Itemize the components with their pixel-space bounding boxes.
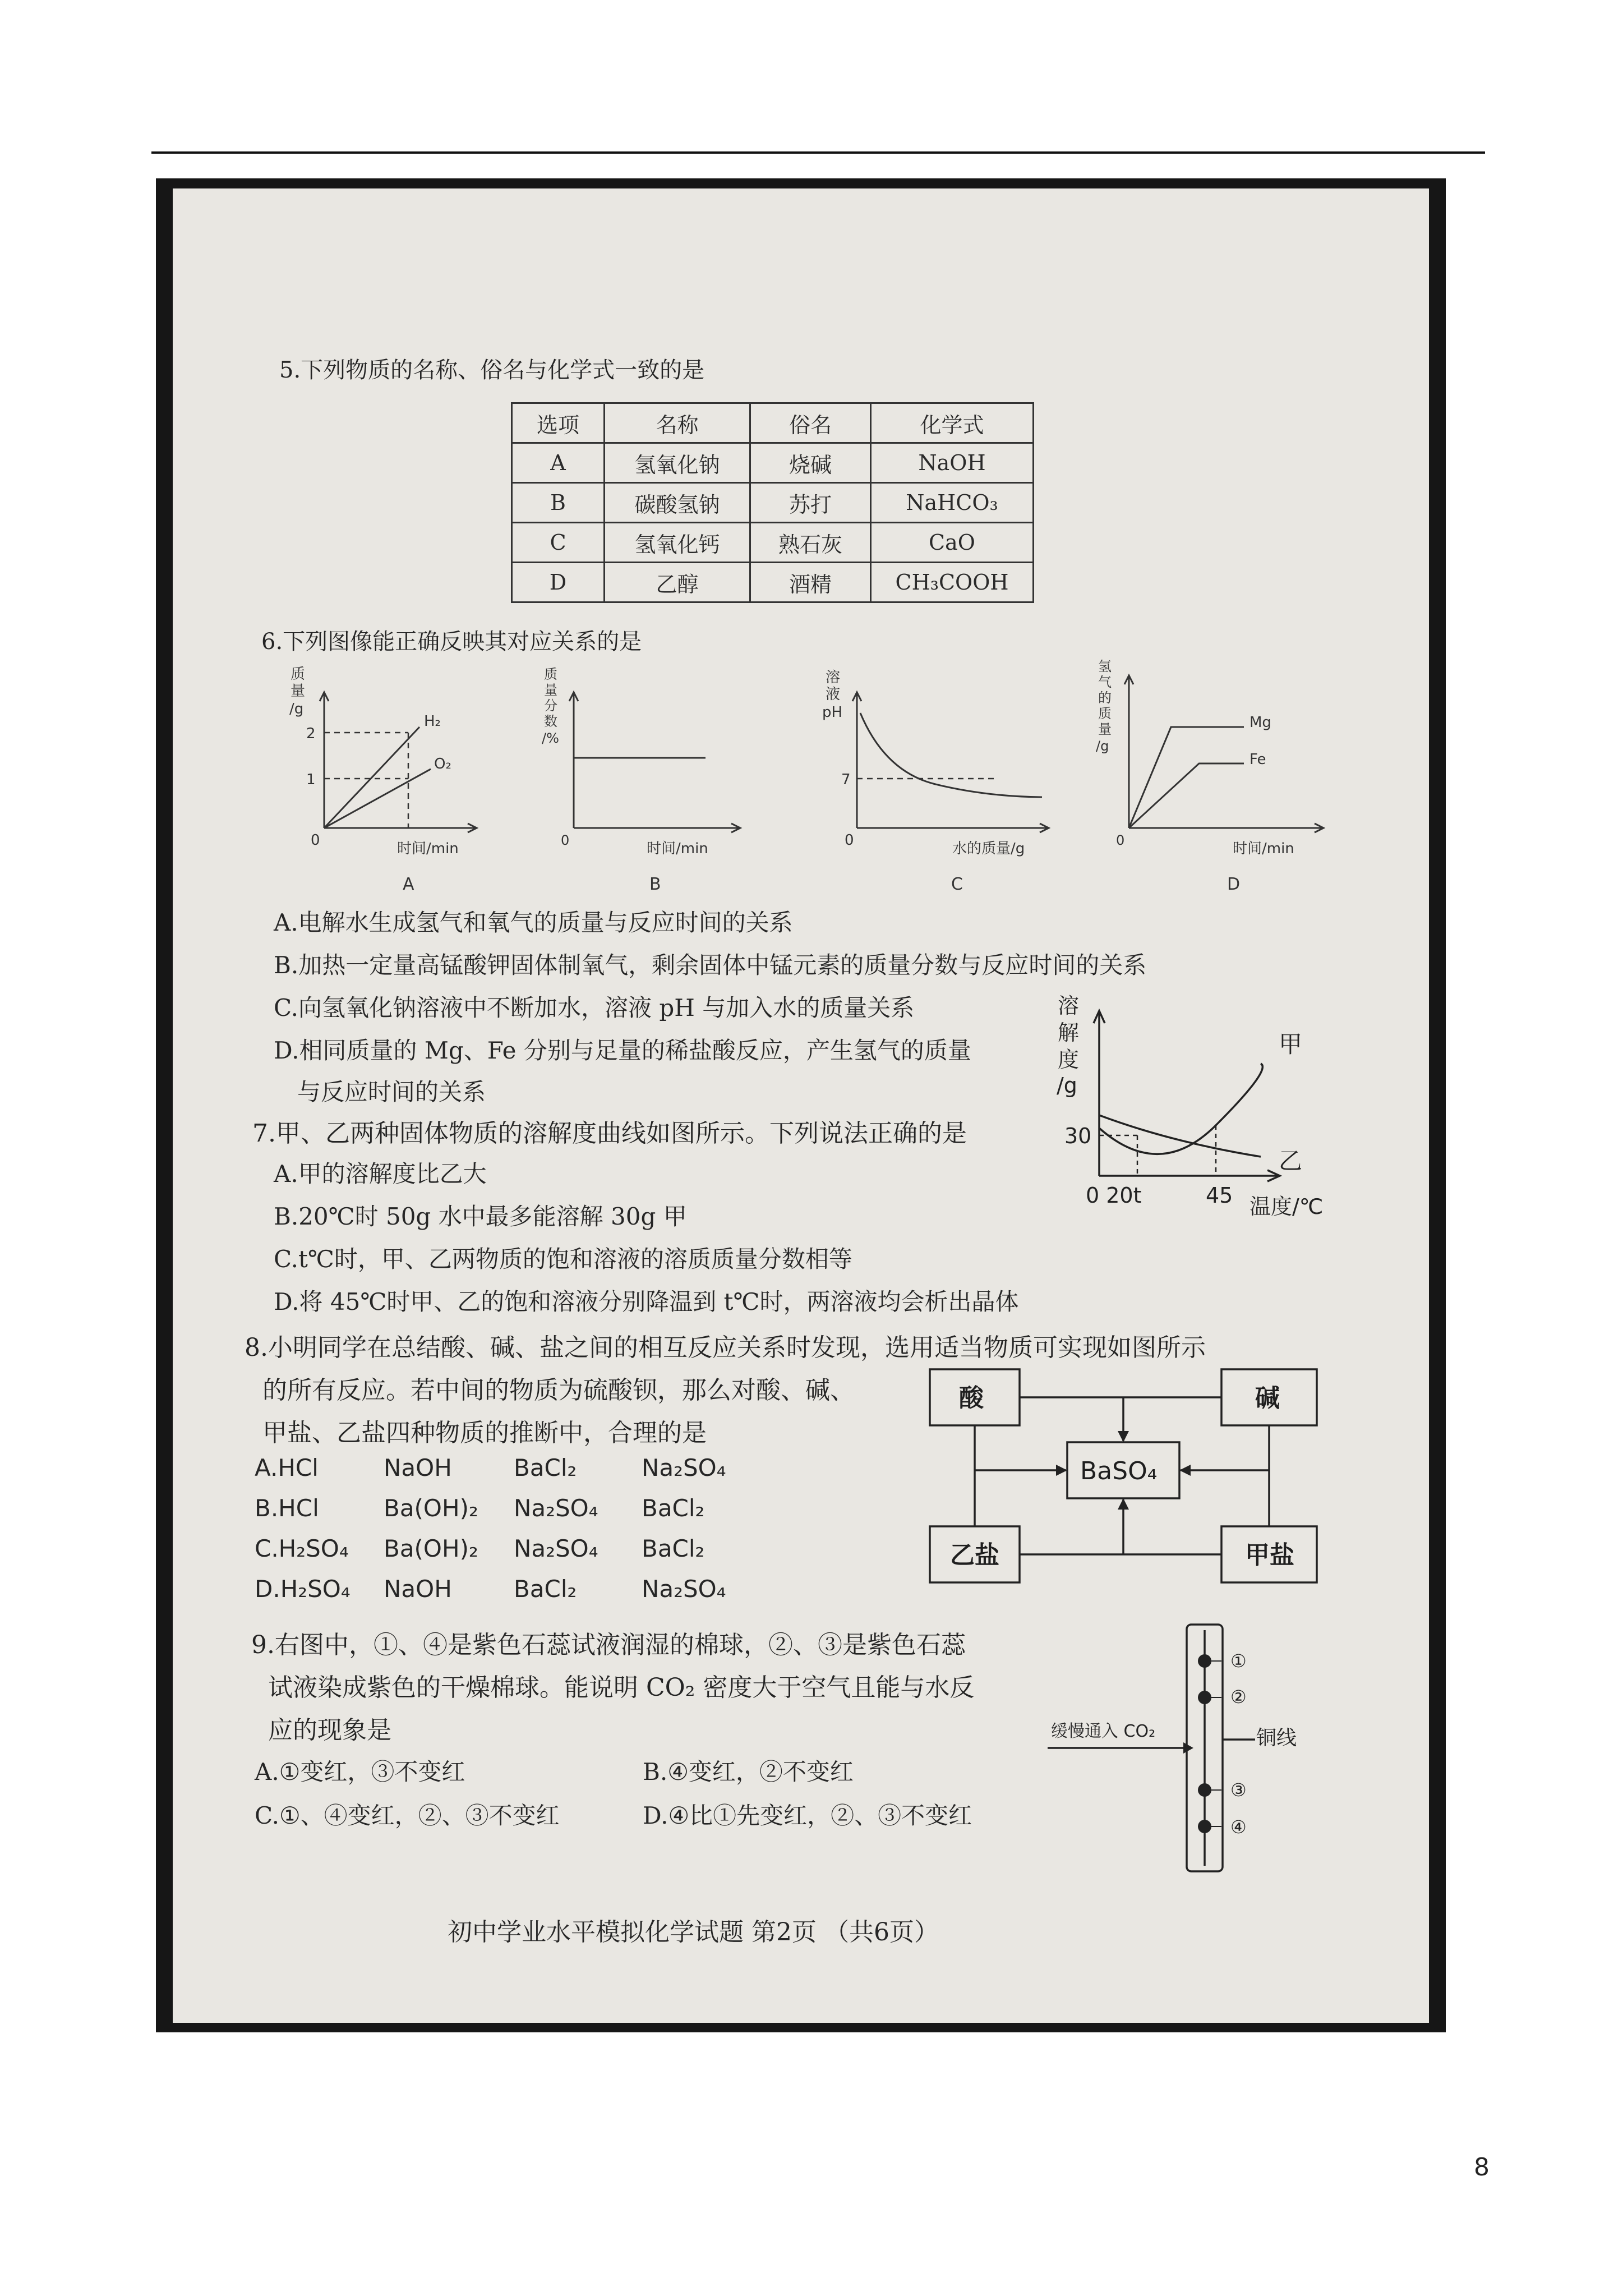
table-header-cell: 化学式 [871,403,1034,443]
table-cell: CH₃COOH [871,563,1034,602]
table-header-cell: 俗名 [750,403,871,443]
q7-option-b: B.20℃时 50g 水中最多能溶解 30g 甲 [274,1203,687,1230]
graph-b-ylabel: 数 [544,714,557,729]
q5-stem: 5.下列物质的名称、俗名与化学式一致的是 [279,357,705,383]
table-row [512,523,1034,563]
q6-graph-b [532,660,767,895]
q6-graph-d [1076,654,1345,895]
q6-stem: 6.下列图像能正确反映其对应关系的是 [261,629,642,655]
table-cell: CaO [871,523,1034,563]
q6-option-b: B.加热一定量高锰酸钾固体制氧气，剩余固体中锰元素的质量分数与反应时间的关系 [274,951,1147,979]
graph-a-ylabel: 量 [291,683,306,700]
q8-c-salt1: Na₂SO₄ [514,1535,598,1562]
q6-option-c: C.向氢氧化钠溶液中不断加水，溶液 pH 与加入水的质量关系 [274,994,915,1022]
q5-table [511,402,1034,603]
solubility-series-yi: 乙 [1279,1147,1303,1175]
table-cell: NaHCO₃ [871,483,1034,523]
table-cell: 酒精 [750,563,871,602]
q8-stem-line2: 的所有反应。若中间的物质为硫酸钡，那么对酸、碱、 [262,1376,855,1405]
q9-stem-line1: 9.右图中，①、④是紫色石蕊试液润湿的棉球，②、③是紫色石蕊 [251,1631,966,1659]
q6-option-d: D.相同质量的 Mg、Fe 分别与足量的稀盐酸反应，产生氢气的质量 [274,1037,971,1064]
q8-d-acid: D.H₂SO₄ [255,1575,351,1603]
solubility-series-jia: 甲 [1279,1030,1303,1058]
q8-d-salt2: Na₂SO₄ [642,1575,726,1603]
table-cell: 苏打 [750,483,871,523]
page-number: 8 [1474,2153,1490,2182]
graph-c-tick: 7 [841,771,851,788]
co2-inlet-label: 缓慢通入 CO₂ [1051,1722,1156,1741]
q8-a-base: NaOH [384,1454,452,1481]
ball-label-1: ① [1230,1650,1247,1672]
table-cell: 碳酸氢钠 [605,483,750,523]
graph-b-ylabel: 质 [544,666,557,682]
graph-d-caption: D [1227,875,1241,894]
q7-solubility-graph [1036,991,1339,1226]
cotton-ball-2 [1198,1691,1211,1704]
solubility-xtick-45: 45 [1206,1183,1233,1208]
table-cell: 乙醇 [605,563,750,602]
q8-b-acid: B.HCl [255,1494,319,1522]
graph-d-origin: 0 [1116,832,1125,848]
cotton-ball-1 [1198,1654,1211,1668]
solubility-ylabel: 度 [1058,1047,1080,1072]
table-cell: B [512,483,605,523]
base-label: 碱 [1255,1384,1280,1412]
table-row [512,443,1034,483]
table-cell: 氢氧化钠 [605,443,750,483]
q8-a-salt1: BaCl₂ [514,1454,577,1481]
table-cell: 烧碱 [750,443,871,483]
q8-c-acid: C.H₂SO₄ [255,1535,349,1562]
graph-d-ylabel: 氢 [1098,659,1112,674]
table-cell: A [512,443,605,483]
graph-b-ylabel: 分 [544,698,557,714]
q9-option-b: B.④变红，②不变红 [643,1758,854,1786]
table-header-cell: 选项 [512,403,605,443]
graph-b-caption: B [649,875,661,894]
q9-option-d: D.④比①先变红，②、③不变红 [643,1802,972,1829]
graph-c-xlabel: 水的质量/g [952,840,1025,857]
salt-jia-label: 甲盐 [1245,1541,1294,1570]
q7-option-d: D.将 45℃时甲、乙的饱和溶液分别降温到 t℃时，两溶液均会析出晶体 [274,1288,1019,1315]
graph-d-ylabel: 的 [1098,690,1112,706]
solubility-xticks: 0 20t [1086,1183,1142,1208]
table-cell: NaOH [871,443,1034,483]
q9-stem-line3: 应的现象是 [268,1716,391,1745]
q9-option-c: C.①、④变红，②、③不变红 [255,1802,560,1829]
header-rule [151,151,1485,154]
table-row [512,483,1034,523]
graph-b-xlabel: 时间/min [647,840,708,857]
q8-a-salt2: Na₂SO₄ [642,1454,726,1481]
graph-a-xlabel: 时间/min [397,840,459,857]
solubility-ylabel: /g [1057,1073,1077,1098]
cotton-ball-4 [1198,1820,1211,1833]
q9-tube-diagram [1036,1613,1350,1883]
solubility-ytick: 30 [1064,1124,1092,1148]
acid-label: 酸 [959,1384,984,1412]
q8-b-salt1: Na₂SO₄ [514,1494,598,1522]
graph-d-series-label: Fe [1249,751,1266,768]
solubility-ylabel: 溶 [1058,993,1080,1018]
q8-d-salt1: BaCl₂ [514,1575,577,1603]
q6-option-a: A.电解水生成氢气和氧气的质量与反应时间的关系 [274,909,793,936]
q7-option-a: A.甲的溶解度比乙大 [274,1160,487,1188]
graph-d-ylabel: 气 [1098,674,1112,690]
ball-label-4: ④ [1230,1816,1247,1838]
graph-d-ylabel: 质 [1098,706,1112,721]
q8-b-base: Ba(OH)₂ [384,1494,478,1522]
salt-yi-label: 乙盐 [950,1541,999,1570]
q8-c-salt2: BaCl₂ [642,1535,705,1562]
q7-stem: 7.甲、乙两种固体物质的溶解度曲线如图所示。下列说法正确的是 [252,1119,967,1148]
graph-c-ylabel: pH [822,704,843,721]
q9-option-a: A.①变红，③不变红 [255,1758,465,1786]
graph-b-origin: 0 [561,832,570,848]
table-cell: C [512,523,605,563]
graph-d-ylabel: /g [1096,738,1109,754]
q8-reaction-diagram [919,1358,1328,1594]
baso4-label: BaSO₄ [1080,1457,1158,1485]
q8-stem-line3: 甲盐、乙盐四种物质的推断中，合理的是 [262,1419,707,1447]
q7-option-c: C.t℃时，甲、乙两物质的饱和溶液的溶质质量分数相等 [274,1245,852,1273]
q6-graph-c [812,660,1076,895]
graph-b-ylabel: 量 [544,682,557,698]
table-cell: 熟石灰 [750,523,871,563]
graph-a-ylabel: /g [289,701,304,717]
graph-d-series-label: Mg [1249,714,1271,731]
q8-c-base: Ba(OH)₂ [384,1535,478,1562]
graph-c-ylabel: 溶 [826,669,841,686]
graph-c-caption: C [951,875,963,894]
copper-wire-label: 铜线 [1256,1727,1297,1750]
exam-photo [156,178,1446,2032]
cotton-ball-3 [1198,1783,1211,1797]
q8-b-salt2: BaCl₂ [642,1494,705,1522]
graph-d-xlabel: 时间/min [1233,840,1294,857]
exam-paper [173,188,1429,2023]
graph-d-ylabel: 量 [1098,721,1112,737]
graph-c-origin: 0 [845,832,854,849]
page-footer: 初中学业水平模拟化学试题 第2页 （共6页） [448,1918,939,1947]
ball-label-2: ② [1230,1686,1247,1708]
q6-graph-a [262,660,498,895]
q8-a-acid: A.HCl [255,1454,319,1481]
q9-stem-line2: 试液染成紫色的干燥棉球。能说明 CO₂ 密度大于空气且能与水反 [268,1673,975,1702]
graph-a-series-label: H₂ [424,713,441,730]
q6-option-d-cont: 与反应时间的关系 [297,1078,486,1106]
graph-a-tick: 1 [306,771,316,788]
table-header-row [512,403,1034,443]
q8-d-base: NaOH [384,1575,452,1603]
graph-a-tick: 2 [306,725,316,742]
solubility-ylabel: 解 [1058,1020,1080,1045]
graph-b-ylabel: /% [542,730,559,746]
graph-a-caption: A [403,875,414,894]
table-header-cell: 名称 [605,403,750,443]
graph-a-origin: 0 [311,832,320,849]
graph-c-ylabel: 液 [826,686,841,703]
table-cell: D [512,563,605,602]
solubility-xlabel: 温度/℃ [1249,1194,1324,1219]
ball-label-3: ③ [1230,1779,1247,1801]
table-cell: 氢氧化钙 [605,523,750,563]
graph-a-series-label: O₂ [434,756,451,772]
graph-a-ylabel: 质 [291,666,306,683]
table-row [512,563,1034,602]
q8-stem-line1: 8.小明同学在总结酸、碱、盐之间的相互反应关系时发现，选用适当物质可实现如图所示 [245,1333,1206,1362]
